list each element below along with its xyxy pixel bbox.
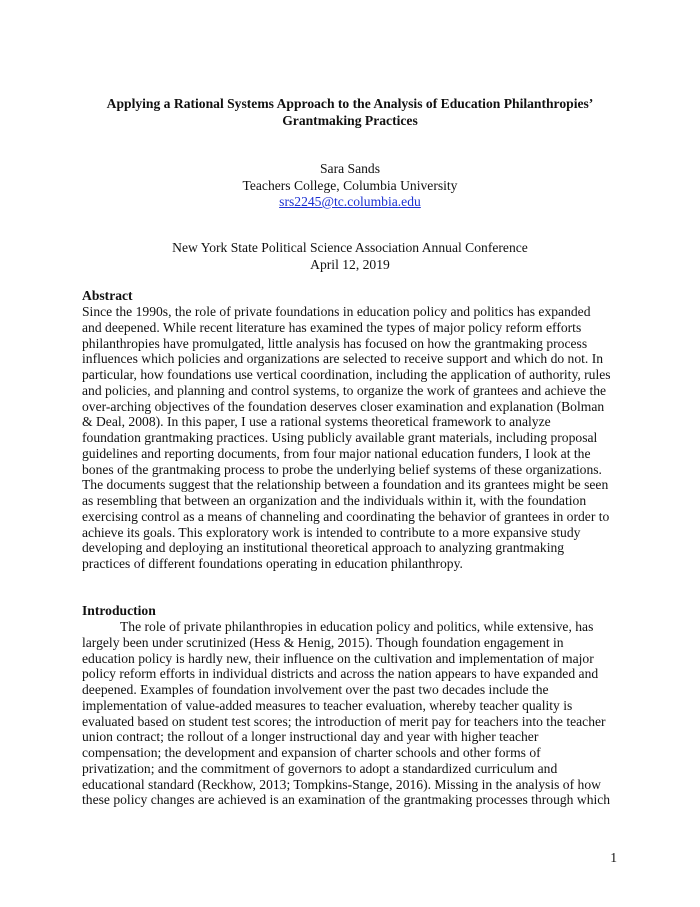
introduction-heading: Introduction: [82, 603, 156, 618]
abstract-line: & Deal, 2008). In this paper, I use a rational systems theoretical framework to analyze: [82, 414, 551, 430]
abstract-line: bones of the grantmaking process to probe the underlying belief systems of these organizations.: [82, 461, 602, 477]
abstract-line: developing and deploying an institutional theoretical approach to analyzing grantmaking: [82, 540, 565, 556]
author-name: Sara Sands: [319, 161, 381, 176]
introduction-line: evaluated based on student test scores; the introduction of merit pay for teachers into the teacher: [82, 713, 606, 729]
introduction-line: deepened. Examples of foundation involvement over the past two decades include the: [82, 682, 549, 697]
introduction-line: these policy changes are achieved is an examination of the grantmaking processes through which: [82, 792, 611, 808]
abstract-line: exercising control as a means of channeling and coordinating the behavior of grantees in order to: [82, 508, 610, 524]
introduction-line: union contract; the rollout of a longer instructional day and year with higher teacher: [82, 729, 539, 745]
conference-block: [80, 240, 620, 273]
abstract-line: particular, how foundations use vertical coordination, including the application of authority, rules: [82, 367, 611, 382]
abstract-body: [82, 304, 620, 572]
introduction-line: compensation; the development and expansion of charter schools and other forms of: [82, 745, 541, 760]
introduction-line: policy reform efforts in individual districts and across the nation appears to have expanded and: [82, 666, 599, 682]
conference-date: April 12, 2019: [310, 256, 390, 272]
introduction-line: implementation of value-added measures to teacher evaluation, whereby teacher quality is: [82, 697, 573, 713]
abstract-line: practices of different foundations operating in education philanthropy.: [82, 556, 463, 571]
introduction-line: privatization; and the commitment of governors to adopt a standardized curriculum and: [82, 760, 558, 776]
introduction-line: largely been under scrutinized (Hess & Henig, 2015). Though foundation engagement in: [82, 634, 564, 650]
abstract-heading: Abstract: [82, 288, 133, 303]
author-email-link[interactable]: srs2245@tc.columbia.edu: [279, 194, 421, 209]
abstract-line: guidelines and reporting documents, from four major national education funders, I look at the: [82, 445, 591, 461]
abstract-line: The documents suggest that the relationship between a foundation and its grantees might be seen: [82, 477, 609, 493]
introduction-line: education policy is hardly new, their influence on the cultivation and implementation of major: [82, 650, 594, 666]
abstract-line: influences which policies and organizations are selected to receive support and which do not. In: [82, 351, 604, 367]
conference-name: New York State Political Science Association Annual Conference: [172, 240, 528, 255]
title-line: Grantmaking Practices: [282, 112, 418, 128]
author-block: [80, 161, 620, 211]
title-line: Applying a Rational Systems Approach to the Analysis of Education Philanthropies’: [106, 96, 594, 111]
author-affiliation: Teachers College, Columbia University: [242, 177, 458, 193]
abstract-line: foundation grantmaking practices. Using publicly available grant materials, including proposal: [82, 430, 598, 445]
abstract-line: as resembling that between an organization and the individuals within it, with the foundation: [82, 493, 587, 508]
introduction-body: [82, 619, 620, 808]
abstract-line: over-arching objectives of the foundation deserves closer examination and explanation (Bolman: [82, 398, 605, 414]
paper-title: [80, 96, 620, 129]
introduction-line: The role of private philanthropies in education policy and politics, while extensive, has: [120, 619, 594, 634]
abstract-line: Since the 1990s, the role of private foundations in education policy and politics has expanded: [82, 304, 591, 319]
abstract-line: achieve its goals. This exploratory work is intended to contribute to a more expansive study: [82, 524, 581, 540]
abstract-line: and policies, and planning and control systems, to organize the work of grantees and achieve the: [82, 382, 607, 398]
abstract-line: philanthropies have promulgated, little analysis has focused on how the grantmaking process: [82, 335, 588, 351]
introduction-line: educational standard (Reckhow, 2013; Tompkins-Stange, 2016). Missing in the analysis of how: [82, 776, 601, 792]
abstract-line: and deepened. While recent literature has examined the types of major policy reform efforts: [82, 319, 582, 335]
page-number: 1: [610, 850, 617, 865]
